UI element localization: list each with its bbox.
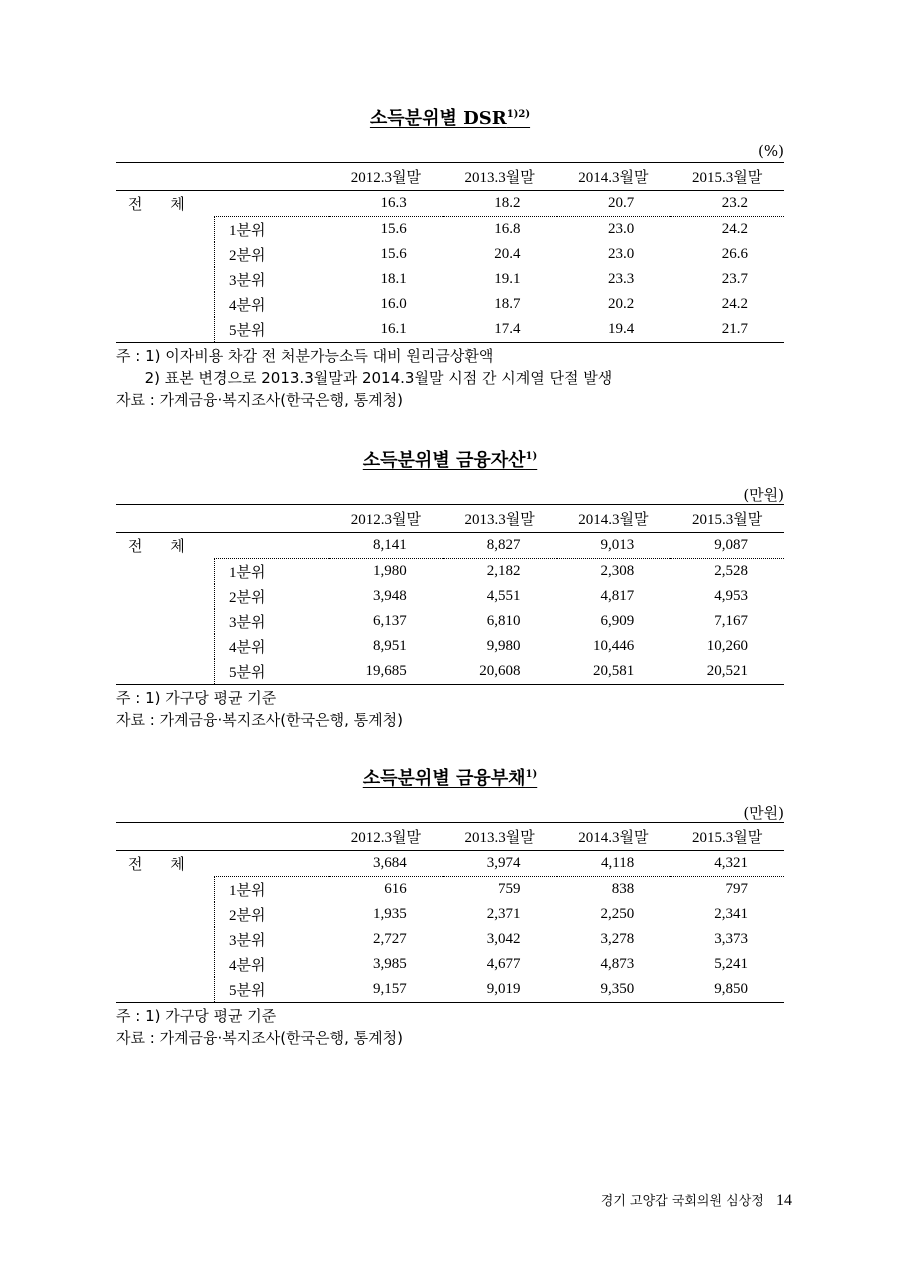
table-cell: 24.2	[721, 296, 748, 312]
column-header: 2013.3월말	[443, 823, 557, 851]
table-cell: 3,373	[714, 931, 748, 947]
table-cell: 23.0	[608, 221, 635, 237]
table-cell: 2,727	[373, 931, 407, 947]
table-title-text: 소득분위별 금융부채$^{1)}$	[362, 768, 538, 789]
row-label: 1분위	[215, 217, 330, 243]
row-label: 1분위	[215, 559, 330, 585]
total-cell: 3,974	[443, 851, 557, 877]
table-cell: 2,308	[600, 563, 635, 579]
total-cell: 4,321	[670, 851, 784, 877]
table-cell: 16.1	[329, 317, 443, 343]
table-cell: 16.8	[494, 221, 521, 237]
row-label: 3분위	[215, 927, 330, 952]
table-cell: 1,935	[373, 906, 407, 922]
table-cell: 20.2	[608, 296, 635, 312]
note-line: 2) 표본 변경으로 2013.3월말과 2014.3월말 시점 간 시계열 단절 발생	[116, 369, 613, 387]
row-label: 4분위	[215, 292, 330, 317]
table-cell: 4,551	[486, 588, 521, 604]
header-row	[116, 505, 784, 533]
header-row	[116, 823, 784, 851]
table-cell: 2,250	[600, 906, 635, 922]
table-cell: 20.4	[494, 246, 521, 262]
table-cell: 10,260	[706, 638, 748, 654]
table-row	[116, 952, 784, 977]
row-group-blank	[116, 927, 215, 952]
table-cell: 9,019	[443, 977, 557, 1003]
table-cell: 4,953	[714, 588, 748, 604]
table-cell: 16.0	[380, 296, 407, 312]
table-cell: 23.0	[608, 246, 635, 262]
table-cell: 10,446	[593, 638, 635, 654]
header-blank	[116, 163, 329, 191]
table-cell: 2,528	[714, 563, 748, 579]
row-group-blank	[116, 217, 215, 243]
row-group-blank	[116, 559, 215, 585]
table-cell: 616	[384, 881, 407, 897]
table-cell: 19.4	[557, 317, 671, 343]
dsr-section	[116, 104, 784, 411]
table-cell: 1,980	[373, 563, 407, 579]
table-cell: 15.6	[380, 221, 407, 237]
table-cell: 20,581	[557, 659, 671, 685]
total-cell: 8,827	[443, 533, 557, 559]
note-line: 주 : 1) 가구당 평균 기준	[116, 689, 277, 707]
table-title	[116, 764, 784, 790]
total-sub-blank	[215, 533, 330, 559]
row-group-blank	[116, 317, 215, 343]
row-group-blank	[116, 584, 215, 609]
total-cell: 3,684	[329, 851, 443, 877]
table-cell: 759	[498, 881, 521, 897]
row-label: 3분위	[215, 267, 330, 292]
table-cell: 21.7	[670, 317, 784, 343]
row-label: 5분위	[215, 659, 330, 685]
table-cell: 15.6	[380, 246, 407, 262]
table-cell: 18.7	[494, 296, 521, 312]
page-footer	[601, 1190, 792, 1210]
table-cell: 4,677	[486, 956, 521, 972]
column-header: 2012.3월말	[329, 823, 443, 851]
table-cell: 23.3	[608, 271, 635, 287]
table-title-text: 소득분위별 금융자산$^{1)}$	[362, 450, 538, 471]
table-row	[116, 659, 784, 685]
column-header: 2012.3월말	[329, 505, 443, 533]
table-row	[116, 559, 784, 585]
row-label: 2분위	[215, 584, 330, 609]
table-row	[116, 267, 784, 292]
financial-assets-section	[116, 446, 784, 731]
total-cell: 23.2	[670, 191, 784, 217]
table-row	[116, 584, 784, 609]
total-cell: 9,087	[670, 533, 784, 559]
data-table	[116, 822, 784, 1003]
title-footnote-marker: 1)	[525, 451, 538, 462]
total-label: 전 체	[128, 197, 197, 214]
column-header: 2015.3월말	[670, 823, 784, 851]
total-label: 전 체	[128, 539, 197, 556]
row-group-blank	[116, 634, 215, 659]
row-group-blank	[116, 267, 215, 292]
table-cell: 18.1	[380, 271, 407, 287]
table-notes	[116, 687, 784, 731]
note-line: 자료 : 가계금융·복지조사(한국은행, 통계청)	[116, 1029, 403, 1047]
row-label: 5분위	[215, 317, 330, 343]
table-cell: 2,341	[714, 906, 748, 922]
table-row	[116, 317, 784, 343]
total-label: 전 체	[128, 857, 197, 874]
column-header: 2014.3월말	[557, 505, 671, 533]
total-row	[116, 191, 784, 217]
table-cell: 19.1	[494, 271, 521, 287]
table-cell: 23.7	[721, 271, 748, 287]
table-cell: 3,948	[373, 588, 407, 604]
row-group-blank	[116, 877, 215, 903]
note-line: 자료 : 가계금융·복지조사(한국은행, 통계청)	[116, 391, 403, 409]
table-cell: 9,980	[486, 638, 521, 654]
unit-label: (%)	[758, 142, 784, 160]
table-title	[116, 104, 784, 130]
row-group-blank	[116, 952, 215, 977]
note-line: 주 : 1) 이자비용 차감 전 처분가능소득 대비 원리금상환액	[116, 347, 494, 365]
table-cell: 2,182	[486, 563, 521, 579]
table-notes	[116, 1005, 784, 1049]
header-row	[116, 163, 784, 191]
total-cell: 20.7	[557, 191, 671, 217]
table-title	[116, 446, 784, 472]
data-table	[116, 504, 784, 685]
total-row	[116, 533, 784, 559]
table-cell: 17.4	[443, 317, 557, 343]
table-row	[116, 927, 784, 952]
table-cell: 24.2	[721, 221, 748, 237]
table-cell: 6,137	[373, 613, 407, 629]
row-label: 5분위	[215, 977, 330, 1003]
unit-label: (만원)	[743, 804, 784, 822]
unit-label: (만원)	[743, 486, 784, 504]
column-header: 2013.3월말	[443, 505, 557, 533]
financial-debt-section	[116, 764, 784, 1049]
note-line: 주 : 1) 가구당 평균 기준	[116, 1007, 277, 1025]
total-cell: 4,118	[557, 851, 671, 877]
column-header: 2015.3월말	[670, 163, 784, 191]
header-blank	[116, 505, 329, 533]
row-group-blank	[116, 242, 215, 267]
total-cell: 16.3	[329, 191, 443, 217]
table-row	[116, 977, 784, 1003]
table-notes	[116, 345, 784, 411]
table-cell: 3,985	[373, 956, 407, 972]
row-group-blank	[116, 977, 215, 1003]
table-cell: 2,371	[486, 906, 521, 922]
title-footnote-marker: 1)2)	[506, 109, 531, 120]
row-group-blank	[116, 659, 215, 685]
table-cell: 20,608	[443, 659, 557, 685]
table-cell: 6,909	[600, 613, 635, 629]
table-row	[116, 217, 784, 243]
row-label: 2분위	[215, 242, 330, 267]
note-line: 자료 : 가계금융·복지조사(한국은행, 통계청)	[116, 711, 403, 729]
total-sub-blank	[215, 191, 330, 217]
table-row	[116, 242, 784, 267]
table-cell: 797	[725, 881, 748, 897]
row-group-blank	[116, 609, 215, 634]
row-group-blank	[116, 292, 215, 317]
table-cell: 9,350	[557, 977, 671, 1003]
column-header: 2015.3월말	[670, 505, 784, 533]
table-row	[116, 292, 784, 317]
table-cell: 9,157	[329, 977, 443, 1003]
table-cell: 19,685	[329, 659, 443, 685]
row-label: 4분위	[215, 952, 330, 977]
table-title-text: 소득분위별 $DSR^{1)2)}$	[369, 108, 531, 129]
table-row	[116, 609, 784, 634]
column-header: 2012.3월말	[329, 163, 443, 191]
footer-text: 경기 고양갑 국회의원 심상정	[600, 1194, 764, 1209]
table-row	[116, 877, 784, 903]
data-table	[116, 162, 784, 343]
row-group-blank	[116, 902, 215, 927]
total-sub-blank	[215, 851, 330, 877]
table-cell: 6,810	[486, 613, 521, 629]
table-cell: 7,167	[714, 613, 748, 629]
total-cell: 8,141	[329, 533, 443, 559]
table-cell: 3,278	[600, 931, 635, 947]
table-cell: 8,951	[373, 638, 407, 654]
column-header: 2013.3월말	[443, 163, 557, 191]
table-cell: 5,241	[714, 956, 748, 972]
table-cell: 3,042	[486, 931, 521, 947]
table-row	[116, 902, 784, 927]
total-cell: 9,013	[557, 533, 671, 559]
total-row	[116, 851, 784, 877]
row-label: 3분위	[215, 609, 330, 634]
table-cell: 838	[611, 881, 635, 897]
title-footnote-marker: 1)	[525, 769, 538, 780]
row-label: 1분위	[215, 877, 330, 903]
table-cell: 20,521	[670, 659, 784, 685]
table-cell: 26.6	[721, 246, 748, 262]
total-cell: 18.2	[443, 191, 557, 217]
table-row	[116, 634, 784, 659]
column-header: 2014.3월말	[557, 163, 671, 191]
header-blank	[116, 823, 329, 851]
table-cell: 4,873	[600, 956, 635, 972]
column-header: 2014.3월말	[557, 823, 671, 851]
table-cell: 9,850	[670, 977, 784, 1003]
page-number: 14	[776, 1192, 792, 1209]
table-cell: 4,817	[600, 588, 635, 604]
row-label: 2분위	[215, 902, 330, 927]
row-label: 4분위	[215, 634, 330, 659]
